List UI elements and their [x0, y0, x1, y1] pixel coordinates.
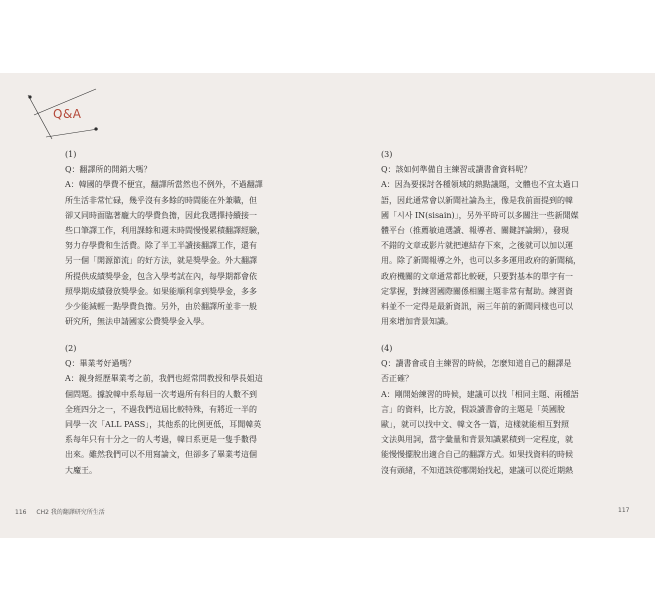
- item-number: (4): [381, 344, 393, 353]
- book-spread: [0, 73, 655, 538]
- qa-item-1: [65, 147, 273, 329]
- answer-line: 另一個「開源節流」的好方法，就是獎學金。外大翻譯: [65, 256, 257, 266]
- answer-line: 歐」，就可以找中文、韓文各一篇，這樣就能相互對照: [381, 420, 569, 430]
- answer-line: 所生活非常忙碌，幾乎沒有多餘的時間能在外兼職，但: [65, 195, 257, 205]
- section-title: Q&A: [53, 107, 82, 121]
- left-footer: [15, 507, 105, 516]
- item-number: (1): [65, 150, 77, 159]
- answer-line: 體平台（推薦敏迪選讀、報導者、關鍵評論網），發現: [381, 226, 569, 236]
- item-number: (3): [381, 150, 393, 159]
- qa-item-2: [65, 341, 273, 478]
- answer-line: 少少能減輕一點學費負擔。另外，由於翻譯所並非一般: [65, 302, 257, 312]
- answer-line: 用。除了新聞報導之外，也可以多多運用政府的新聞稿，: [381, 256, 581, 266]
- answer-line: 些口筆譯工作，利用課餘和週末時間慢慢累積翻譯經驗，: [65, 226, 265, 236]
- page-number: 117: [618, 507, 630, 514]
- answer-line: 文法與用詞，當字彙量和背景知識累積到一定程度，就: [381, 435, 573, 445]
- answer-line: 個問題。據說韓中系每屆一次考過所有科目的人數不到: [65, 389, 257, 399]
- answer-line: 能慢慢擺脫出適合自己的翻譯方式。如果找資料的時候: [381, 450, 573, 460]
- qa-item-4: [381, 341, 593, 478]
- answer-line: A：韓國的學費不便宜，翻譯所當然也不例外，不過翻譯: [65, 180, 263, 190]
- answer-line: 出來。雖然我們可以不用寫論文，但卻多了畢業考這個: [65, 450, 257, 460]
- answer-line: A：親身經歷畢業考之前，我們也經常問教授和學長姐這: [65, 374, 263, 384]
- question-text: Q：翻譯所的開銷大嗎？: [65, 165, 152, 175]
- answer-line: 言」的資料，比方說，假設讀書會的主題是「英國脫: [381, 404, 565, 414]
- question-text: 否正確？: [381, 374, 413, 384]
- answer-line: 系每年只有十分之一的人考過，韓日系更是一隻手數得: [65, 435, 257, 445]
- answer-line: 不錯的文章或影片就把連結存下來，之後就可以加以運: [381, 241, 573, 251]
- answer-line: 語，因此通常會以新聞社論為主，像是我前面提到的韓: [381, 195, 573, 205]
- answer-line: 卻又同時面臨著龐大的學費負擔，因此我選擇持續接一: [65, 210, 257, 220]
- answer-line: 所提供成績獎學金，包含入學考試在內，每學期都會依: [65, 271, 257, 281]
- answer-line: 政府機關的文章通常都比較硬，只要對基本的單字有一: [381, 271, 573, 281]
- qa-item-3: [381, 147, 593, 329]
- answer-line: 料並不一定得是最新資訊，兩三年前的新聞同樣也可以: [381, 302, 573, 312]
- answer-line: 國「시사 IN(sisain)」，另外平時可以多關注一些新聞媒: [381, 210, 579, 220]
- page-number: 116: [15, 509, 27, 516]
- answer-line: 全班四分之一，不過我們這屆比較特殊，有將近一半的: [65, 404, 257, 414]
- answer-line: 同學一次「ALL PASS」，其他系的比例更低，耳聞韓英: [65, 420, 262, 430]
- answer-line: 沒有頭緒，不知道該從哪開始找起，建議可以從近期熱: [381, 465, 573, 475]
- running-head: CH2 我的翻譯研究所生活: [36, 509, 105, 516]
- answer-line: 定掌握，對練習國際關係相關主題非常有幫助。練習資: [381, 286, 573, 296]
- answer-line: 用來增加背景知識。: [381, 317, 453, 327]
- answer-line: 努力存學費和生活費。除了半工半讀接翻譯工作，還有: [65, 241, 257, 251]
- answer-line: 大魔王。: [65, 465, 97, 475]
- answer-line: 研究所，無法申請國家公費獎學金入學。: [65, 317, 209, 327]
- question-text: Q：畢業考好過嗎？: [65, 359, 136, 369]
- right-footer: [618, 507, 629, 514]
- answer-line: A：剛開始練習的時候，建議可以找「相同主題、兩種語: [381, 389, 579, 399]
- answer-line: 照學期成績發放獎學金。如果能順利拿到獎學金，多多: [65, 286, 257, 296]
- answer-line: A：因為要探討各種領域的熱點議題，文體也不宜太過口: [381, 180, 579, 190]
- question-text: Q：該如何準備自主練習或讀書會資料呢？: [381, 165, 532, 175]
- item-number: (2): [65, 344, 77, 353]
- question-text: Q：讀書會或自主練習的時候，怎麼知道自己的翻譯是: [381, 359, 572, 369]
